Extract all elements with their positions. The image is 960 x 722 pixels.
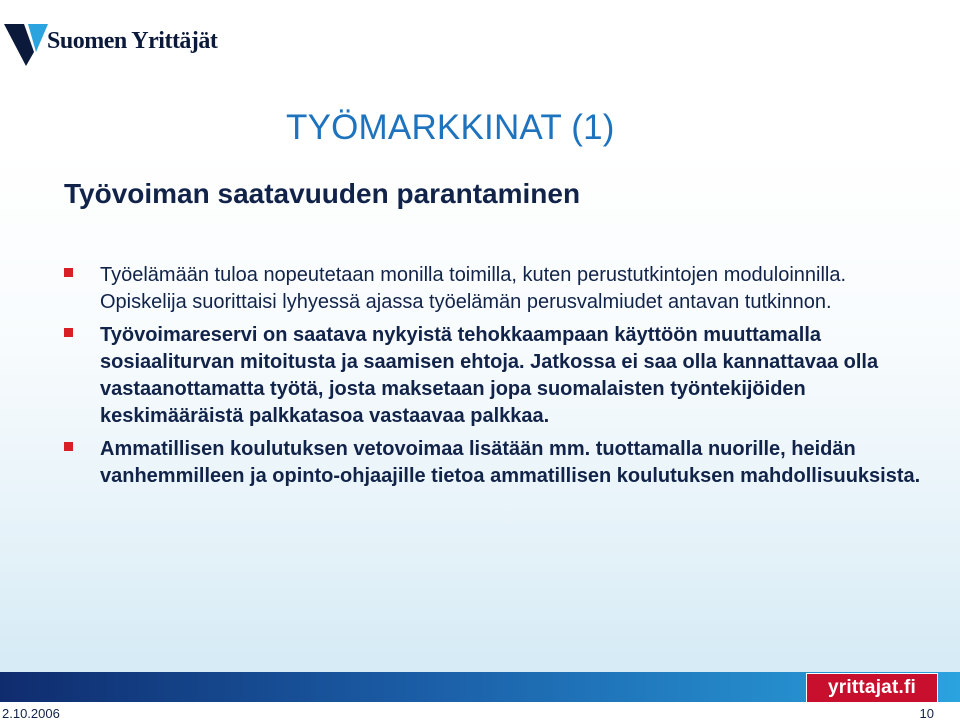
bullet-item xyxy=(64,262,924,316)
org-name: Suomen Yrittäjät xyxy=(47,28,218,54)
slide-date: 2.10.2006 xyxy=(2,706,60,721)
footer-strip xyxy=(0,702,960,722)
slide-subtitle: Työvoiman saatavuuden parantaminen xyxy=(64,178,581,209)
bullet-text: Työelämään tuloa nopeutetaan monilla toimilla, kuten perustutkintojen moduloinnilla. Opiskelija suorittaisi lyhyessä ajassa työelämän perusvalmiudet antavan tutkinnon. xyxy=(100,264,847,313)
bullet-item xyxy=(64,436,924,490)
bullet-square-icon xyxy=(64,442,73,451)
bullet-text: Työvoimareservi on saatava nykyistä tehokkaampaan käyttöön muuttamalla sosiaaliturvan mitoitusta ja saamisen ehtoja. Jatkossa ei saa olla kannattavaa olla vastaanottamatta työtä, josta maksetaan jopa suomalaisten työntekijöiden keskimääräistä palkkatasoa vastaavaa palkkaa. xyxy=(100,324,879,427)
bullet-square-icon xyxy=(64,328,73,337)
bullet-list xyxy=(64,262,924,496)
bullet-text: Ammatillisen koulutuksen vetovoimaa lisätään mm. tuottamalla nuorille, heidän vanhemmilleen ja opinto-ohjaajille tietoa ammatillisen koulutuksen mahdollisuuksista. xyxy=(100,438,921,487)
bullet-square-icon xyxy=(64,268,73,277)
slide-title: TYÖMARKKINAT (1) xyxy=(286,108,615,147)
page-number: 10 xyxy=(919,706,934,721)
yrittajat-fi-logo: yrittajat.fi xyxy=(806,673,938,703)
bullet-item xyxy=(64,322,924,430)
logo-mark-icon xyxy=(4,22,50,68)
